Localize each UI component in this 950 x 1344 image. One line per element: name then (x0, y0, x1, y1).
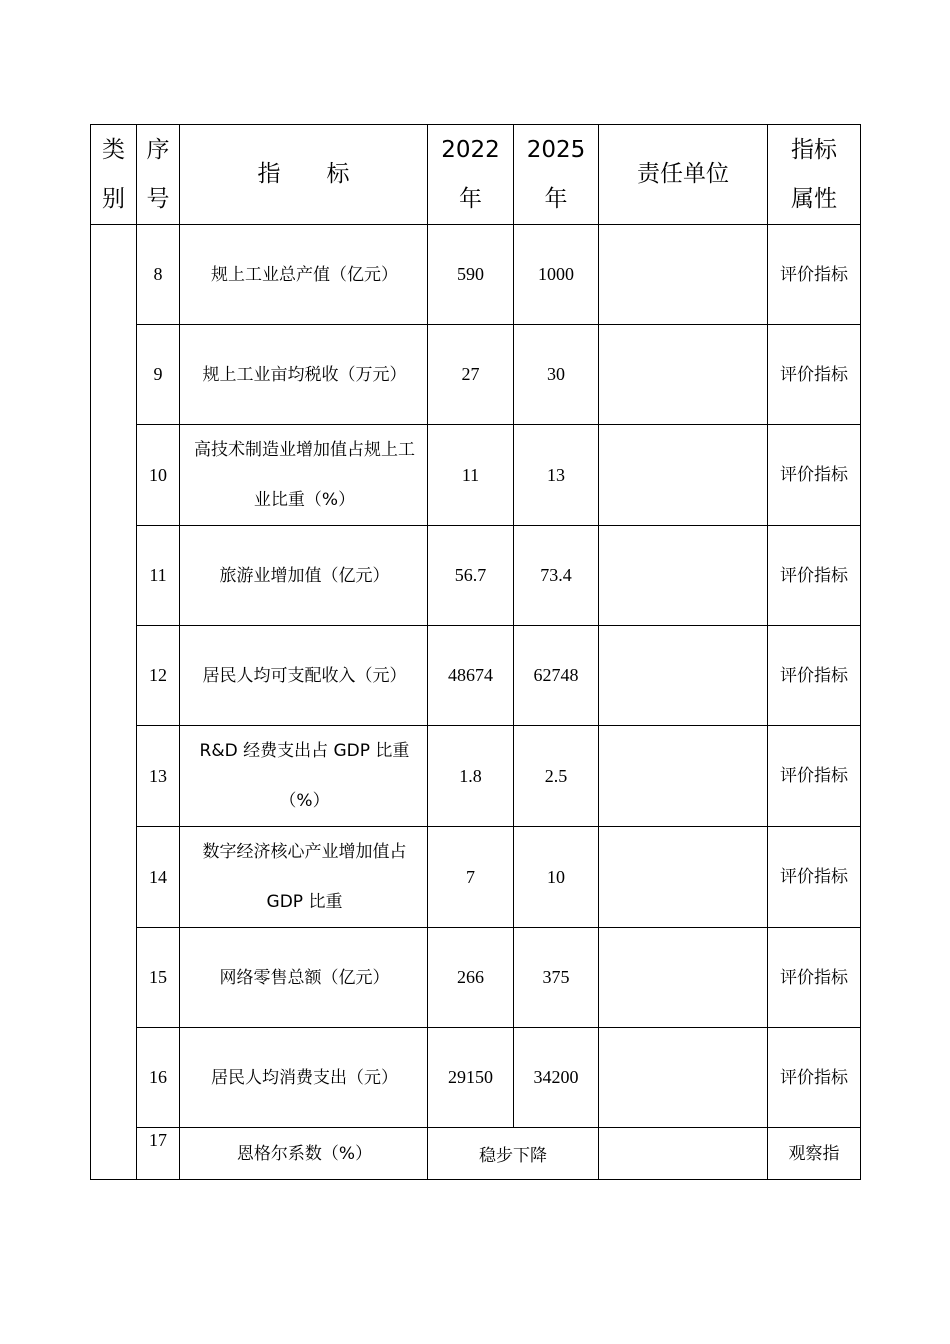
value-2025: 10 (514, 827, 599, 928)
row-number: 17 (137, 1128, 180, 1180)
indicator-attribute: 评价指标 (768, 626, 861, 726)
table-row (91, 1028, 861, 1128)
responsible-unit (599, 1128, 768, 1180)
responsible-unit (599, 1028, 768, 1128)
header-responsible-unit: 责任单位 (599, 125, 768, 225)
value-2022: 11 (428, 425, 514, 526)
table-row (91, 225, 861, 325)
header-category: 类 别 (91, 125, 137, 225)
header-indicator: 指 标 (180, 125, 428, 225)
row-number: 10 (137, 425, 180, 526)
value-2025: 375 (514, 928, 599, 1028)
value-2022: 266 (428, 928, 514, 1028)
value-2022: 1.8 (428, 726, 514, 827)
merged-target: 稳步下降 (428, 1128, 599, 1180)
indicator-name: 居民人均可支配收入（元） (180, 626, 428, 726)
indicator-attribute: 评价指标 (768, 1028, 861, 1128)
indicator-name: 规上工业亩均税收（万元） (180, 325, 428, 425)
header-attribute: 指标 属性 (768, 125, 861, 225)
value-2025: 2.5 (514, 726, 599, 827)
indicator-attribute: 评价指标 (768, 325, 861, 425)
header-seq: 序 号 (137, 125, 180, 225)
row-number: 9 (137, 325, 180, 425)
row-number: 11 (137, 526, 180, 626)
value-2022: 27 (428, 325, 514, 425)
indicator-attribute: 评价指标 (768, 928, 861, 1028)
responsible-unit (599, 425, 768, 526)
row-number: 16 (137, 1028, 180, 1128)
indicator-attribute: 评价指标 (768, 425, 861, 526)
indicator-name: 高技术制造业增加值占规上工业比重（%） (180, 425, 428, 526)
value-2025: 73.4 (514, 526, 599, 626)
responsible-unit (599, 225, 768, 325)
indicator-name: R&D 经费支出占 GDP 比重（%） (180, 726, 428, 827)
value-2022: 590 (428, 225, 514, 325)
row-number: 13 (137, 726, 180, 827)
indicator-attribute: 观察指 (768, 1128, 861, 1180)
indicator-attribute: 评价指标 (768, 726, 861, 827)
value-2025: 30 (514, 325, 599, 425)
indicator-name: 居民人均消费支出（元） (180, 1028, 428, 1128)
responsible-unit (599, 726, 768, 827)
indicator-attribute: 评价指标 (768, 225, 861, 325)
responsible-unit (599, 325, 768, 425)
value-2022: 29150 (428, 1028, 514, 1128)
value-2025: 13 (514, 425, 599, 526)
value-2022: 7 (428, 827, 514, 928)
responsible-unit (599, 827, 768, 928)
value-2025: 62748 (514, 626, 599, 726)
value-2025: 34200 (514, 1028, 599, 1128)
responsible-unit (599, 526, 768, 626)
table-row (91, 526, 861, 626)
indicator-attribute: 评价指标 (768, 526, 861, 626)
indicator-name: 旅游业增加值（亿元） (180, 526, 428, 626)
value-2022: 56.7 (428, 526, 514, 626)
table-header-row (91, 125, 861, 225)
header-2025: 2025 年 (514, 125, 599, 225)
value-2025: 1000 (514, 225, 599, 325)
indicator-table (90, 124, 861, 1180)
indicator-name: 规上工业总产值（亿元） (180, 225, 428, 325)
header-2022: 2022 年 (428, 125, 514, 225)
row-number: 15 (137, 928, 180, 1028)
row-number: 8 (137, 225, 180, 325)
table-row (91, 1128, 861, 1180)
value-2022: 48674 (428, 626, 514, 726)
indicator-name: 网络零售总额（亿元） (180, 928, 428, 1028)
table-row (91, 425, 861, 526)
category-cell (91, 225, 137, 1180)
indicator-attribute: 评价指标 (768, 827, 861, 928)
table-row (91, 325, 861, 425)
responsible-unit (599, 626, 768, 726)
row-number: 14 (137, 827, 180, 928)
row-number: 12 (137, 626, 180, 726)
responsible-unit (599, 928, 768, 1028)
table-row (91, 827, 861, 928)
table-row (91, 928, 861, 1028)
indicator-name: 数字经济核心产业增加值占 GDP 比重 (180, 827, 428, 928)
table-row (91, 726, 861, 827)
table-row (91, 626, 861, 726)
indicator-name: 恩格尔系数（%） (180, 1128, 428, 1180)
